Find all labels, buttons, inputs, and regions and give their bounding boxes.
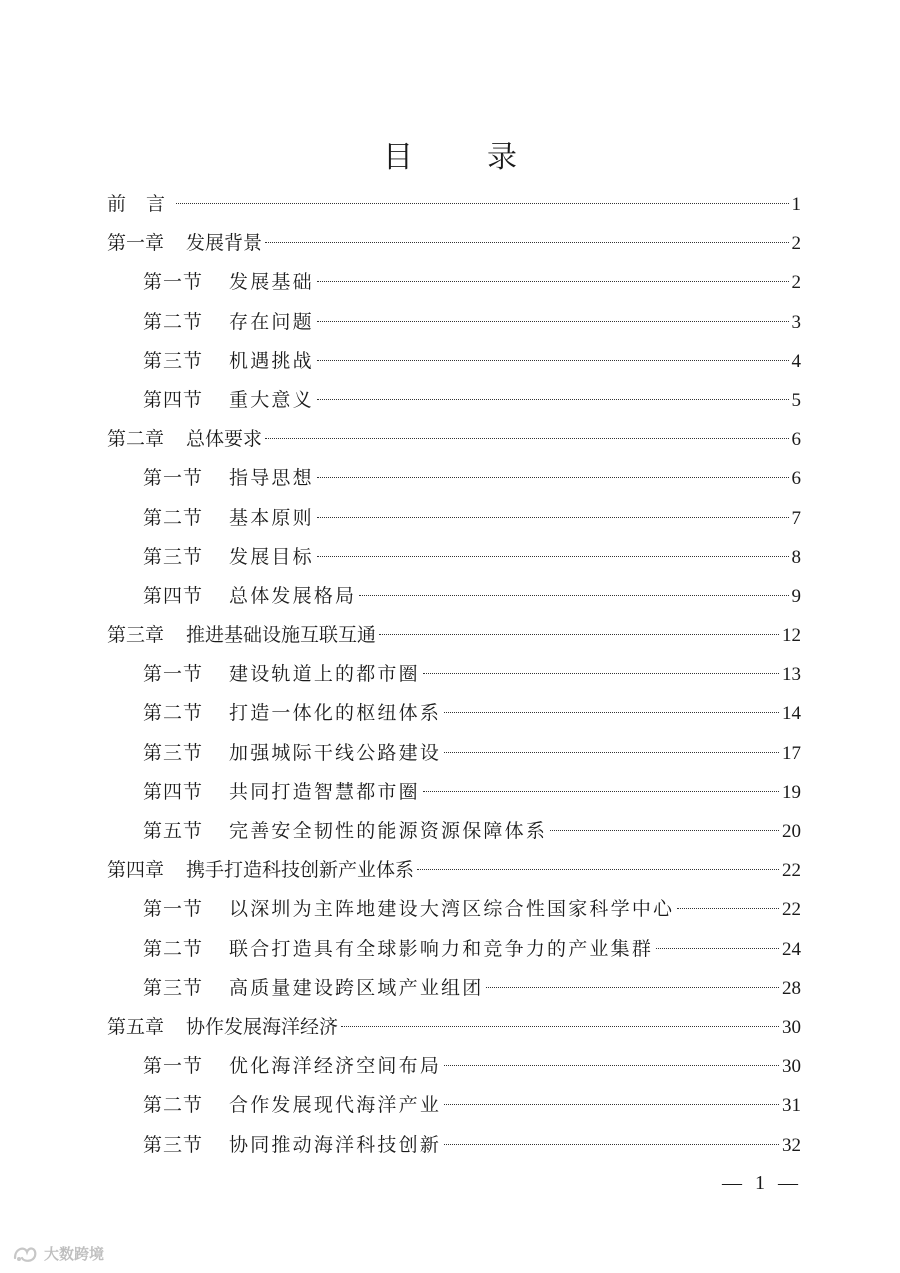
toc-entry-page-number: 32 xyxy=(782,1134,801,1156)
toc-entry-title: 发展背景 xyxy=(186,232,263,255)
page-title: 目 录 xyxy=(383,140,539,175)
toc-entry-title: 合作发展现代海洋产业 xyxy=(229,1094,442,1117)
toc-entry-number: 第三章 xyxy=(107,624,165,647)
toc-entry-chapter[interactable] xyxy=(107,224,801,263)
dot-leader xyxy=(317,321,789,322)
dot-leader xyxy=(379,634,779,635)
toc-entry-section[interactable] xyxy=(107,890,801,929)
watermark xyxy=(12,1242,104,1264)
toc-entry-number: 第二章 xyxy=(107,428,165,451)
toc-entry-chapter[interactable] xyxy=(107,1008,801,1047)
toc-entry-section[interactable] xyxy=(107,734,801,773)
toc-entry-section[interactable] xyxy=(107,459,801,498)
toc-entry-title: 协同推动海洋科技创新 xyxy=(229,1133,442,1156)
toc-entry-page-number: 6 xyxy=(791,468,801,490)
toc-entry-number: 第五节 xyxy=(143,820,204,842)
watermark-text: 大数跨境 xyxy=(44,1244,105,1263)
toc-entry-page-number: 17 xyxy=(782,742,801,764)
dot-leader xyxy=(444,1144,779,1145)
toc-entry-page-number: 1 xyxy=(791,194,801,215)
toc-entry-title: 加强城际干线公路建设 xyxy=(229,741,442,764)
toc-entry-title: 优化海洋经济空间布局 xyxy=(229,1055,442,1078)
dot-leader xyxy=(444,1104,779,1105)
toc-entry-number: 第三节 xyxy=(143,349,204,372)
toc-entry-number: 第四节 xyxy=(143,388,204,411)
dot-leader xyxy=(317,517,789,518)
page-number: — 1 — xyxy=(722,1172,802,1194)
toc-entry-page-number: 31 xyxy=(782,1095,801,1117)
toc-entry-page-number: 7 xyxy=(791,507,801,529)
dot-leader xyxy=(317,281,789,282)
toc-entry-page-number: 22 xyxy=(782,860,801,882)
toc-entry-chapter[interactable] xyxy=(107,420,801,459)
toc-entry-title: 重大意义 xyxy=(229,388,314,411)
toc-entry-number: 第二节 xyxy=(143,506,204,529)
toc-entry-section[interactable] xyxy=(107,773,801,812)
toc-entry-section[interactable] xyxy=(107,499,801,538)
toc-entry-title: 发展基础 xyxy=(229,271,314,294)
toc-entry-number: 第二节 xyxy=(143,310,204,333)
toc-entry-preface[interactable] xyxy=(107,185,801,224)
toc-entry-page-number: 6 xyxy=(791,429,801,451)
toc-entry-title: 总体发展格局 xyxy=(229,584,357,607)
dot-leader xyxy=(677,908,779,909)
dot-leader xyxy=(444,752,779,753)
toc-entry-section[interactable] xyxy=(107,812,801,851)
toc-entry-title: 高质量建设跨区域产业组团 xyxy=(229,976,484,999)
dot-leader xyxy=(417,869,779,870)
toc-entry-page-number: 30 xyxy=(782,1056,801,1078)
toc-entry-number: 第一节 xyxy=(143,898,204,921)
toc-entry-page-number: 13 xyxy=(782,664,801,686)
toc-entry-title: 打造一体化的枢纽体系 xyxy=(229,702,442,725)
dot-leader xyxy=(341,1026,779,1027)
toc-entry-page-number: 2 xyxy=(791,272,801,294)
toc-entry-page-number: 24 xyxy=(782,938,801,960)
dot-leader xyxy=(423,791,779,792)
toc-entry-chapter[interactable] xyxy=(107,616,801,655)
toc-entry-title: 建设轨道上的都市圈 xyxy=(229,663,420,686)
toc-entry-title: 共同打造智慧都市圈 xyxy=(229,780,420,803)
dot-leader xyxy=(317,477,789,478)
dot-leader xyxy=(265,438,788,439)
toc-entry-title: 指导思想 xyxy=(229,467,314,490)
toc-entry-number: 第二节 xyxy=(143,702,204,725)
toc-entry-section[interactable] xyxy=(107,303,801,342)
toc-entry-section[interactable] xyxy=(107,1086,801,1125)
dot-leader xyxy=(176,203,788,204)
toc-entry-number: 第一节 xyxy=(143,467,204,490)
toc-entry-page-number: 8 xyxy=(791,546,801,568)
toc-entry-page-number: 5 xyxy=(791,389,801,411)
toc-entry-page-number: 28 xyxy=(782,977,801,999)
toc-entry-page-number: 3 xyxy=(791,311,801,333)
dot-leader xyxy=(486,987,779,988)
toc-entry-chapter[interactable] xyxy=(107,851,801,890)
toc-entry-number: 第三节 xyxy=(143,976,204,999)
dot-leader xyxy=(317,399,789,400)
dot-leader xyxy=(359,595,788,596)
toc-entry-number: 第四章 xyxy=(107,859,165,882)
toc-entry-section[interactable] xyxy=(107,694,801,733)
toc-entry-section[interactable] xyxy=(107,577,801,616)
toc-entry-number: 第一节 xyxy=(143,271,204,294)
toc-entry-section[interactable] xyxy=(107,538,801,577)
dot-leader xyxy=(423,673,779,674)
toc-entry-title: 存在问题 xyxy=(229,310,314,333)
toc-entry-page-number: 22 xyxy=(782,899,801,921)
toc-entry-page-number: 2 xyxy=(791,233,801,255)
toc-entry-section[interactable] xyxy=(107,969,801,1008)
toc-entry-section[interactable] xyxy=(107,381,801,420)
toc-entry-section[interactable] xyxy=(107,1047,801,1086)
dot-leader xyxy=(444,712,779,713)
toc-entry-title: 发展目标 xyxy=(229,545,314,568)
toc-entry-section[interactable] xyxy=(107,1126,801,1165)
toc-entry-number: 第一节 xyxy=(143,663,204,686)
brand-logo-icon xyxy=(12,1242,38,1264)
toc-entry-page-number: 20 xyxy=(782,821,801,842)
toc-entry-title: 基本原则 xyxy=(229,506,314,529)
toc-entry-page-number: 4 xyxy=(791,350,801,372)
dot-leader xyxy=(265,242,788,243)
dot-leader xyxy=(550,830,779,831)
toc-entry-title: 联合打造具有全球影响力和竞争力的产业集群 xyxy=(229,937,654,960)
dot-leader xyxy=(656,948,779,949)
toc-entry-number: 第一节 xyxy=(143,1055,204,1078)
toc-entry-page-number: 9 xyxy=(791,585,801,607)
toc-entry-number: 第四节 xyxy=(143,584,204,607)
toc-entry-page-number: 19 xyxy=(782,781,801,803)
toc-entry-number: 第二节 xyxy=(143,1094,204,1117)
dot-leader xyxy=(317,556,789,557)
toc-entry-section[interactable] xyxy=(107,930,801,969)
toc-entry-title: 携手打造科技创新产业体系 xyxy=(186,859,415,882)
toc-entry-number: 第三节 xyxy=(143,1133,204,1156)
toc-entry-number: 前言 xyxy=(107,193,186,215)
toc-entry-section[interactable] xyxy=(107,263,801,302)
toc-entry-title: 总体要求 xyxy=(186,428,263,451)
toc-entry-number: 第三节 xyxy=(143,545,204,568)
toc-entry-section[interactable] xyxy=(107,342,801,381)
toc-entry-page-number: 14 xyxy=(782,703,801,725)
toc-entry-section[interactable] xyxy=(107,655,801,694)
toc-entry-number: 第三节 xyxy=(143,741,204,764)
toc-entry-title: 协作发展海洋经济 xyxy=(186,1015,339,1038)
toc-entry-number: 第二节 xyxy=(143,937,204,960)
toc-entry-page-number: 12 xyxy=(782,625,801,647)
table-of-contents xyxy=(107,185,801,1165)
toc-entry-number: 第五章 xyxy=(107,1015,165,1038)
dot-leader xyxy=(444,1065,779,1066)
toc-entry-title: 完善安全韧性的能源资源保障体系 xyxy=(229,820,548,842)
toc-entry-title: 机遇挑战 xyxy=(229,349,314,372)
toc-entry-title: 推进基础设施互联互通 xyxy=(186,624,377,647)
toc-entry-number: 第一章 xyxy=(107,232,165,255)
toc-entry-title: 以深圳为主阵地建设大湾区综合性国家科学中心 xyxy=(229,898,675,921)
toc-entry-number: 第四节 xyxy=(143,780,204,803)
dot-leader xyxy=(317,360,789,361)
toc-entry-page-number: 30 xyxy=(782,1016,801,1038)
